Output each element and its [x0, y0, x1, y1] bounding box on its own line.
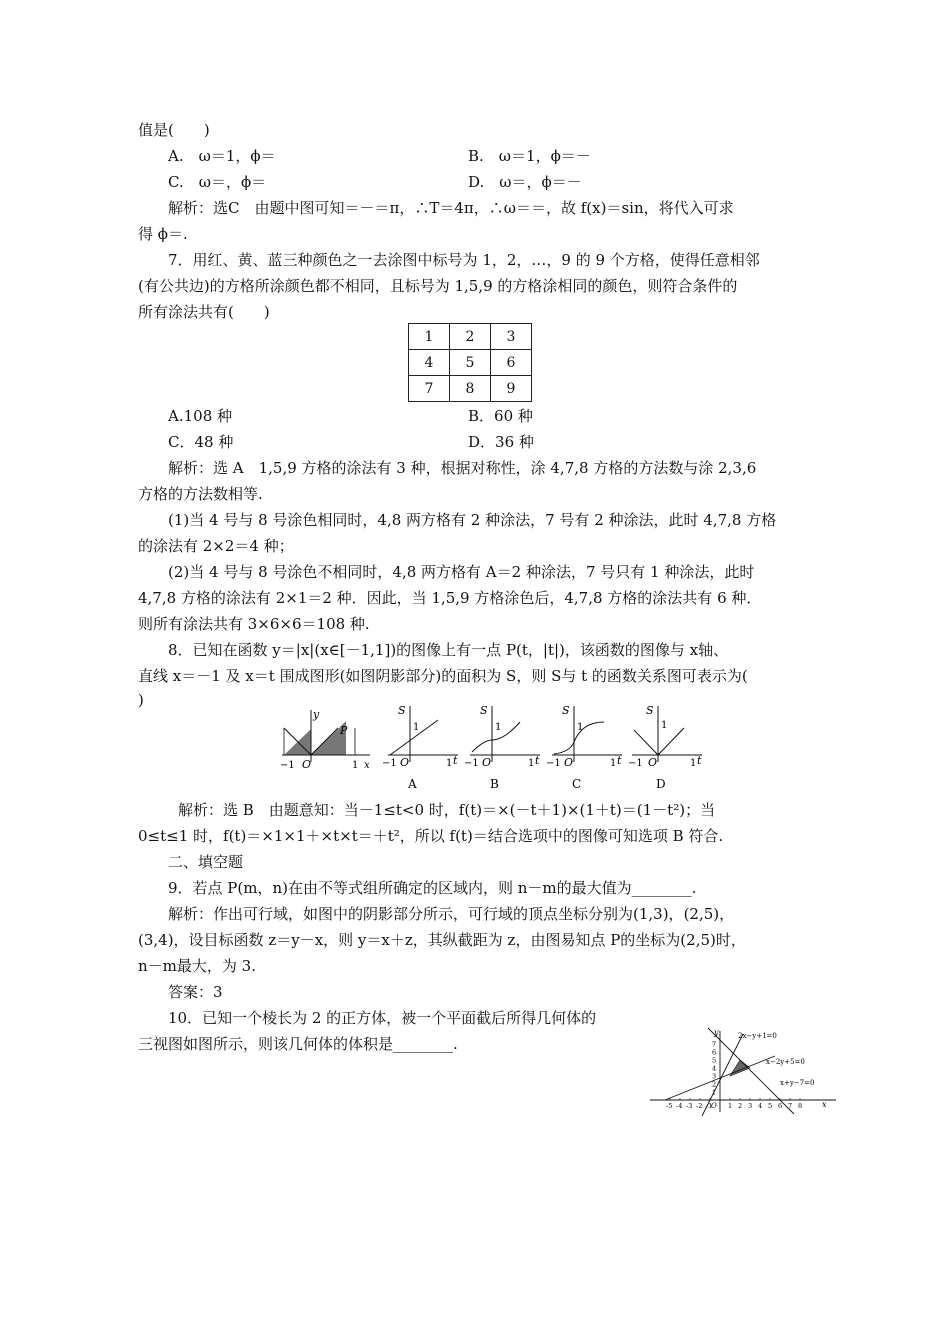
graph-label-d: D — [656, 777, 666, 791]
origin-label: O — [711, 1102, 717, 1110]
q6-stem-end: 值是( ) — [138, 121, 210, 139]
q7-stem-line3: 所有涂法共有( ) — [138, 303, 270, 321]
grid-cell: 8 — [450, 376, 491, 402]
q8-option-b-graph — [464, 704, 540, 791]
tick-label: 1 — [495, 722, 502, 733]
axis-label: S — [646, 704, 654, 717]
tick-label: −1 — [628, 758, 643, 769]
q7-option-b: B．60 种 — [468, 407, 533, 425]
q6-option-b: B. ω＝1，ϕ＝－ — [468, 147, 591, 165]
x-tick-label: 4 — [758, 1102, 763, 1110]
y-tick-label: 1 — [712, 1088, 717, 1097]
q7-solution-line3: (1)当 4 号与 8 号涂色相同时，4,8 两方格有 2 种涂法，7 号有 2 种涂法，此时 4,7,8 方格 — [168, 511, 777, 529]
q6-option-a: A. ω＝1，ϕ＝ — [168, 147, 276, 165]
tick-label: −1 — [280, 760, 295, 771]
q6-solution-line1: 解析：选C 由题中图可知＝－＝π，∴T＝4π，∴ω＝＝，故 f(x)＝sin，将代入可求 — [168, 199, 734, 217]
line-equation-2: x−2y+5=0 — [766, 1058, 805, 1066]
q9-solution-line1: 解析：作出可行域，如图中的阴影部分所示，可行域的顶点坐标分别为(1,3)，(2,5)， — [168, 905, 735, 923]
q7-option-d: D．36 种 — [468, 433, 534, 451]
tick-label: −1 — [464, 758, 479, 769]
grid-row — [409, 350, 532, 376]
grid-cell: 1 — [409, 324, 450, 350]
tick-label: 1 — [690, 758, 697, 769]
grid-row — [409, 324, 532, 350]
q7-stem-line2: (有公共边)的方格所涂颜色都不相同，且标号为 1,5,9 的方格涂相同的颜色，则符合条件的 — [138, 277, 738, 295]
x-tick-label: 7 — [788, 1102, 793, 1110]
grid-cell: 9 — [491, 376, 532, 402]
q10-stem-line2: 三视图如图所示，则该几何体的体积是________. — [138, 1035, 458, 1053]
q7-solution-line2: 方格的方法数相等. — [138, 485, 263, 503]
tick-label: 1 — [413, 722, 420, 733]
q7-option-c: C．48 种 — [168, 433, 234, 451]
axis-label: t — [617, 754, 622, 767]
x-tick-label: 2 — [738, 1102, 743, 1110]
y-tick-labels — [712, 1041, 716, 1097]
q9-solution-line3: n－m最大，为 3. — [138, 957, 256, 975]
line-equation-3: x+y−7=0 — [780, 1079, 815, 1087]
y-tick-label: 6 — [712, 1048, 717, 1057]
x-tick-label: 3 — [748, 1102, 753, 1110]
q7-solution-line6: 4,7,8 方格的涂法有 2×1＝2 种．因此，当 1,5,9 方格涂色后，4,7,8 方格的涂法共有 6 种． — [138, 589, 762, 607]
q9-feasible-region-figure — [650, 1028, 840, 1114]
grid-cell: 2 — [450, 324, 491, 350]
section-heading: 二、填空题 — [168, 853, 244, 871]
x-tick-label: -4 — [676, 1102, 683, 1110]
q6-option-c: C. ω＝，ϕ＝ — [168, 173, 267, 191]
y-tick-label: 2 — [712, 1080, 717, 1089]
axis-label: t — [535, 754, 540, 767]
q8-stem-line2: 直线 x＝－1 及 x＝t 围成图形(如图阴影部分)的面积为 S，则 S与 t 的函数关系图可表示为( — [138, 667, 748, 685]
grid-cell: 5 — [450, 350, 491, 376]
x-tick-label: 5 — [768, 1102, 773, 1110]
q9-solution-line2: (3,4)，设目标函数 z＝y－x，则 y＝x＋z，其纵截距为 z，由图易知点 P的坐标为(2,5)时， — [138, 931, 746, 949]
grid-cell: 3 — [491, 324, 532, 350]
tick-label: 1 — [352, 760, 359, 771]
q8-main-graph — [280, 708, 370, 771]
tick-label: −1 — [382, 758, 397, 769]
q6-solution-line2: 得 ϕ＝. — [138, 225, 188, 243]
q6-option-d: D. ω＝，ϕ＝－ — [468, 173, 582, 191]
q7-solution-line5: (2)当 4 号与 8 号涂色不相同时，4,8 两方格有 A＝2 种涂法，7 号只有 1 种涂法，此时 — [168, 563, 755, 581]
q7-option-a: A.108 种 — [168, 407, 232, 425]
q8-option-d-graph — [628, 704, 702, 791]
grid-row — [409, 376, 532, 402]
line-equation-1: 2x−y+1=0 — [738, 1032, 777, 1040]
y-tick-label: 5 — [712, 1056, 717, 1065]
x-tick-label: -2 — [696, 1102, 703, 1110]
axis-label: t — [697, 754, 702, 767]
x-tick-label: -1 — [706, 1102, 713, 1110]
graph-label-a: A — [408, 777, 417, 791]
x-tick-label: 1 — [728, 1102, 733, 1110]
tick-label: −1 — [546, 758, 561, 769]
q7-solution-line7: 则所有涂法共有 3×6×6＝108 种. — [138, 615, 370, 633]
q8-solution-line2: 0≤t≤1 时，f(t)＝×1×1＋×t×t＝＋t²，所以 f(t)＝结合选项中的图像可知选项 B 符合. — [138, 827, 724, 845]
origin-label: O — [302, 758, 312, 771]
grid-cell: 7 — [409, 376, 450, 402]
grid-cell: 6 — [491, 350, 532, 376]
axis-label: y — [714, 1028, 719, 1037]
q8-stem-line1: 8．已知在函数 y＝|x|(x∈[－1,1])的图像上有一点 P(t，|t|)，该函数的图像与 x轴、 — [168, 641, 729, 659]
x-tick-label: 6 — [778, 1102, 783, 1110]
origin-label: O — [648, 756, 658, 769]
q8-figures — [280, 700, 700, 800]
tick-label: 1 — [528, 758, 535, 769]
graph-label-b: B — [490, 777, 499, 791]
q10-stem-line1: 10．已知一个棱长为 2 的正方体，被一个平面截后所得几何体的 — [168, 1009, 597, 1027]
axis-label: t — [453, 754, 458, 767]
tick-label: 1 — [610, 758, 617, 769]
axis-label: x — [822, 1100, 827, 1109]
grid-cell: 4 — [409, 350, 450, 376]
axis-label: S — [562, 704, 570, 717]
q8-stem-line3: ) — [138, 691, 144, 709]
axis-label: y — [313, 708, 320, 721]
q8-option-a-graph — [382, 704, 458, 791]
axis-label: x — [364, 760, 370, 771]
q7-solution-line4: 的涂法有 2×2＝4 种； — [138, 537, 294, 555]
tick-label: 1 — [446, 758, 453, 769]
x-tick-label: 8 — [798, 1102, 803, 1110]
q7-solution-line1: 解析：选 A 1,5,9 方格的涂法有 3 种，根据对称性，涂 4,7,8 方格的方法数与涂 2,3,6 — [168, 459, 757, 477]
y-tick-label: 3 — [712, 1072, 717, 1081]
tick-label: 1 — [577, 722, 584, 733]
y-tick-label: 7 — [712, 1040, 717, 1049]
q8-solution-line1: 解析：选 B 由题意知：当－1≤t<0 时，f(t)＝×(－t＋1)×(1＋t)＝(1－t²)；当 — [178, 801, 716, 819]
q9-stem: 9．若点 P(m，n)在由不等式组所确定的区域内，则 n－m的最大值为________. — [168, 879, 697, 897]
origin-label: O — [400, 756, 410, 769]
q8-option-c-graph — [546, 704, 622, 791]
axis-label: S — [480, 704, 488, 717]
axis-label: S — [398, 704, 406, 717]
x-tick-label: -3 — [686, 1102, 693, 1110]
origin-label: O — [564, 756, 574, 769]
x-tick-label: -5 — [666, 1102, 673, 1110]
q9-answer: 答案：3 — [168, 983, 223, 1001]
graph-label-c: C — [572, 777, 582, 791]
tick-label: 1 — [661, 720, 668, 731]
q7-number-grid — [408, 323, 532, 402]
y-tick-label: 4 — [712, 1064, 717, 1073]
point-label: P — [340, 724, 348, 737]
origin-label: O — [482, 756, 492, 769]
q7-stem-line1: 7．用红、黄、蓝三种颜色之一去涂图中标号为 1，2，…，9 的 9 个方格，使得任意相邻 — [168, 251, 760, 269]
